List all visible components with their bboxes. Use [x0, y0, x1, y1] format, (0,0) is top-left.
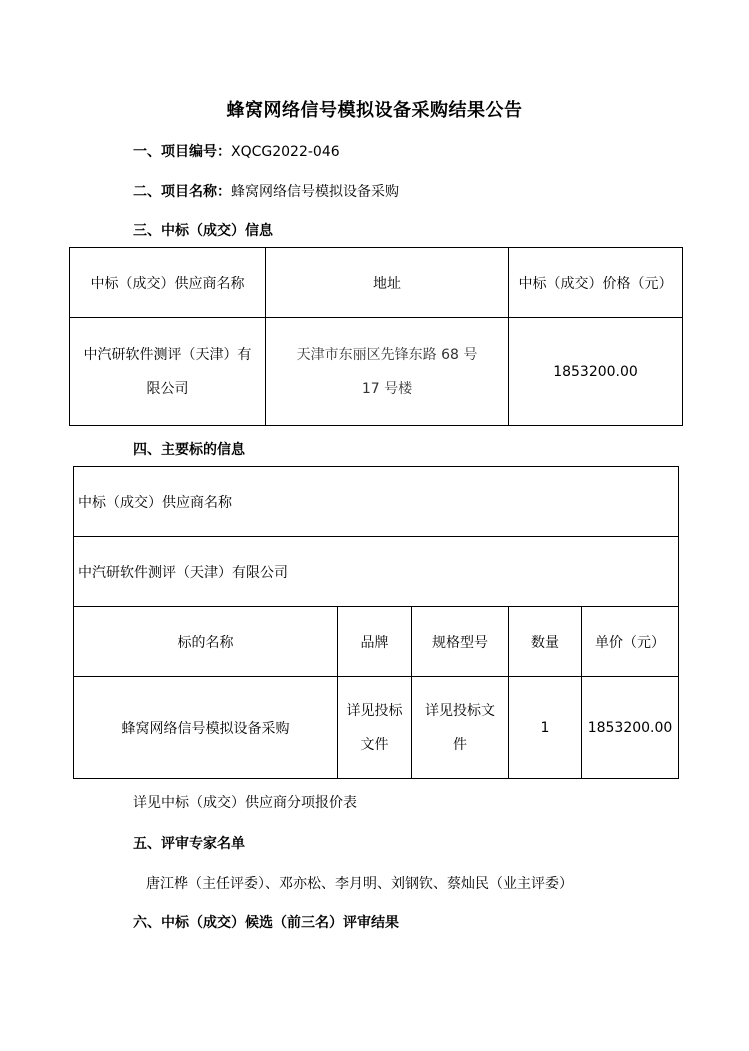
subject-name-cell: 蜂窝网络信号模拟设备采购: [74, 677, 338, 779]
subject-unit-price-cell: 1853200.00: [582, 677, 679, 779]
winner-address-line2: 17 号楼: [361, 380, 413, 397]
experts-list: 唐江桦（主任评委）、邓亦松、李月明、刘钢钦、蔡灿民（业主评委）: [146, 876, 573, 892]
section-candidates-heading: 六、中标（成交）候选（前三名）评审结果: [133, 915, 399, 931]
subject-brand-line2: 文件: [360, 736, 389, 753]
project-number-line: [133, 141, 340, 161]
winner-header-address: 地址: [266, 248, 509, 318]
project-name-line: [133, 181, 399, 201]
winner-supplier-line2: 限公司: [146, 380, 189, 397]
subject-table-header-row: [74, 607, 679, 677]
winner-price-cell: 1853200.00: [509, 318, 683, 426]
winner-header-supplier: 中标（成交）供应商名称: [70, 248, 266, 318]
subject-spec-cell: [412, 677, 509, 779]
subject-supplier-header: 中标（成交）供应商名称: [74, 467, 679, 537]
winner-table: [69, 247, 683, 426]
subject-spec-line1: 详见投标文: [425, 702, 495, 719]
project-name-value: 蜂窝网络信号模拟设备采购: [231, 184, 399, 200]
winner-table-row: [70, 318, 683, 426]
subject-header-brand: 品牌: [338, 607, 412, 677]
subject-header-name: 标的名称: [74, 607, 338, 677]
section-experts-heading: 五、评审专家名单: [133, 836, 245, 852]
subject-quantity-cell: 1: [509, 677, 582, 779]
winner-header-price: 中标（成交）价格（元）: [509, 248, 683, 318]
subject-table-row: [74, 677, 679, 779]
winner-address-line1: 天津市东丽区先锋东路 68 号: [296, 346, 478, 363]
winner-address-cell: [266, 318, 509, 426]
subject-supplier-row: [74, 537, 679, 607]
subject-brand-cell: [338, 677, 412, 779]
project-number-value: XQCG2022-046: [231, 144, 340, 160]
winner-supplier-line1: 中汽研软件测评（天津）有: [83, 346, 252, 363]
subject-supplier-header-row: [74, 467, 679, 537]
subject-header-unit-price: 单价（元）: [582, 607, 679, 677]
section-subject-heading: 四、主要标的信息: [133, 442, 245, 458]
winner-table-header-row: [70, 248, 683, 318]
section-winner-heading: 三、中标（成交）信息: [133, 223, 273, 239]
project-number-label: 一、项目编号：: [133, 144, 231, 160]
subject-brand-line1: 详见投标: [346, 702, 403, 719]
subject-table: [73, 466, 679, 779]
winner-supplier-cell: [70, 318, 266, 426]
subject-header-quantity: 数量: [509, 607, 582, 677]
subject-spec-line2: 件: [453, 736, 467, 753]
subject-supplier-name: 中汽研软件测评（天津）有限公司: [74, 537, 679, 607]
subject-header-spec: 规格型号: [412, 607, 509, 677]
document-title: 蜂窝网络信号模拟设备采购结果公告: [226, 100, 523, 121]
project-name-label: 二、项目名称：: [133, 184, 231, 200]
quote-note: 详见中标（成交）供应商分项报价表: [133, 795, 357, 811]
